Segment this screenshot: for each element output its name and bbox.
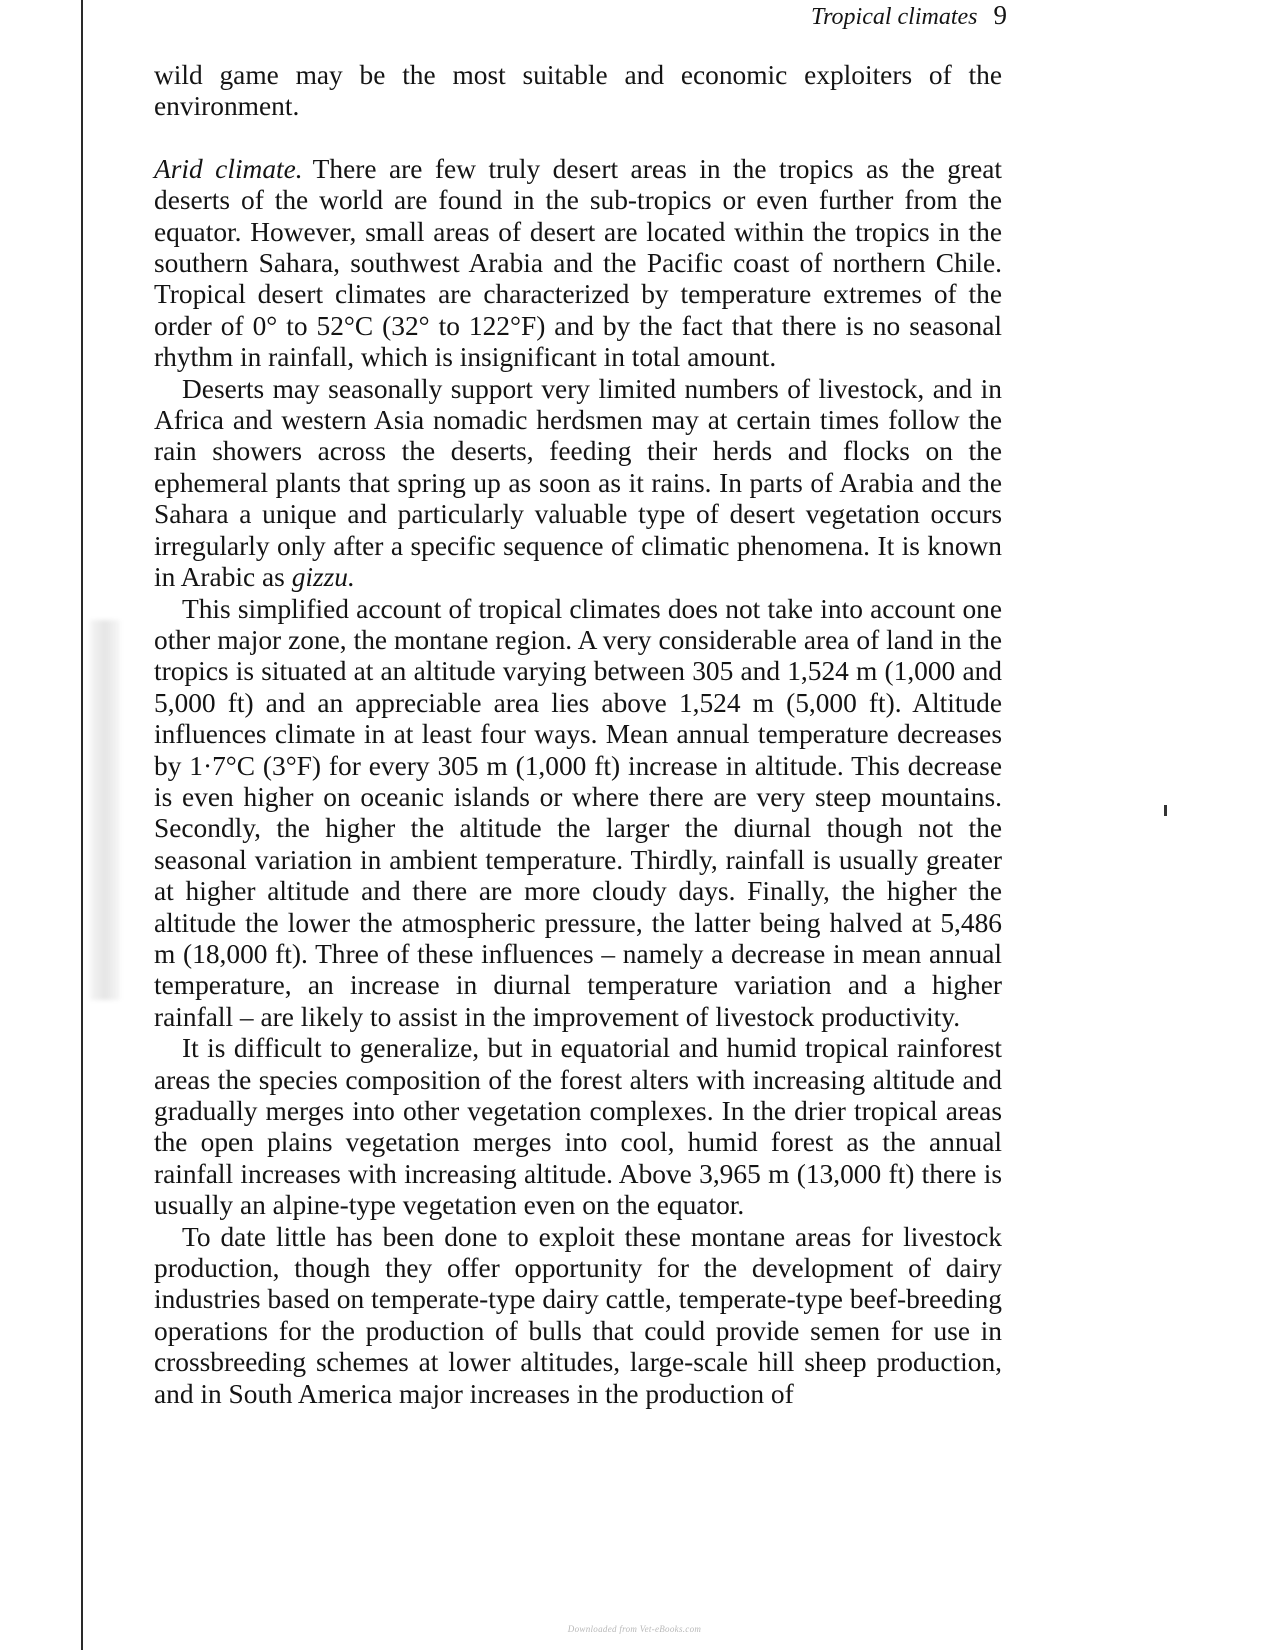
paragraph-vegetation: It is difficult to generalize, but in equatorial and humid tropical rainforest areas the species composition of the forest alters with increasing altitude and gradually merges into other vegetation complexes. In the drier tropical areas the open plains vegetation merges into cool, humid forest as the annual rainfall increases with increasing altitude. Above 3,965 m (13,000 ft) there is usually an alpine-type vegetation even on the equator. [154,1033,1002,1221]
margin-mark [1164,805,1167,816]
page-number: 9 [993,0,1007,30]
scan-shadow [90,620,120,1000]
running-head-title: Tropical climates [811,4,978,30]
paragraph-arid-climate [154,154,1002,374]
paragraph-deserts [154,374,1002,594]
italic-term: gizzu. [291,562,355,593]
footer-watermark: Downloaded from Vet-eBooks.com [567,1624,702,1634]
paragraph-livestock: To date little has been done to exploit these montane areas for livestock production, though they offer opportunity for the development of dairy industries based on temperate-type dairy cattle, temperate-type beef-breeding operations for the production of bulls that could provide semen for use in crossbreeding schemes at lower altitudes, large-scale hill sheep production, and in South America major increases in the production of [154,1221,1002,1409]
paragraph-text: Deserts may seasonally support very limited numbers of livestock, and in Africa and western Asia nomadic herdsmen may at certain times follow the rain showers across the deserts, feeding their herds and flocks on the ephemeral plants that spring up as soon as it rains. In parts of Arabia and the Sahara a unique and particularly valuable type of desert vegetation occurs irregularly only after a specific sequence of climatic phenomena. It is known in Arabic as [154,373,1002,593]
page-binding-edge [81,0,83,1650]
running-head [811,0,1007,32]
body-text [154,60,1002,1410]
paragraph-continuation: wild game may be the most suitable and economic exploiters of the environment. [154,60,1002,122]
section-heading: Arid climate. [154,153,303,184]
paragraph-montane: This simplified account of tropical climates does not take into account one other major zone, the montane region. A very considerable area of land in the tropics is situated at an altitude varying between 305 and 1,524 m (1,000 and 5,000 ft) and an appreciable area lies above 1,524 m (5,000 ft). Altitude influences climate in at least four ways. Mean annual temperature decreases by 1·7°C (3°F) for every 305 m (1,000 ft) increase in altitude. This decrease is even higher on oceanic islands or where there are very steep mountains. Secondly, the higher the altitude the larger the diurnal though not the seasonal variation in ambient temperature. Thirdly, rainfall is usually greater at higher altitude and there are more cloudy days. Finally, the higher the altitude the lower the atmospheric pressure, the latter being halved at 5,486 m (18,000 ft). Three of these influences – namely a decrease in mean annual temperature, an increase in diurnal temperature variation and a higher rainfall – are likely to assist in the improvement of livestock productivity. [154,593,1002,1032]
paragraph-text: There are few truly desert areas in the tropics as the great deserts of the world are found in the sub-tropics or even further from the equator. However, small areas of desert are located within the tropics in the southern Sahara, southwest Arabia and the Pacific coast of northern Chile. Tropical desert climates are characterized by temperature extremes of the order of 0° to 52°C (32° to 122°F) and by the fact that there is no seasonal rhythm in rainfall, which is insignificant in total amount. [154,153,1003,373]
